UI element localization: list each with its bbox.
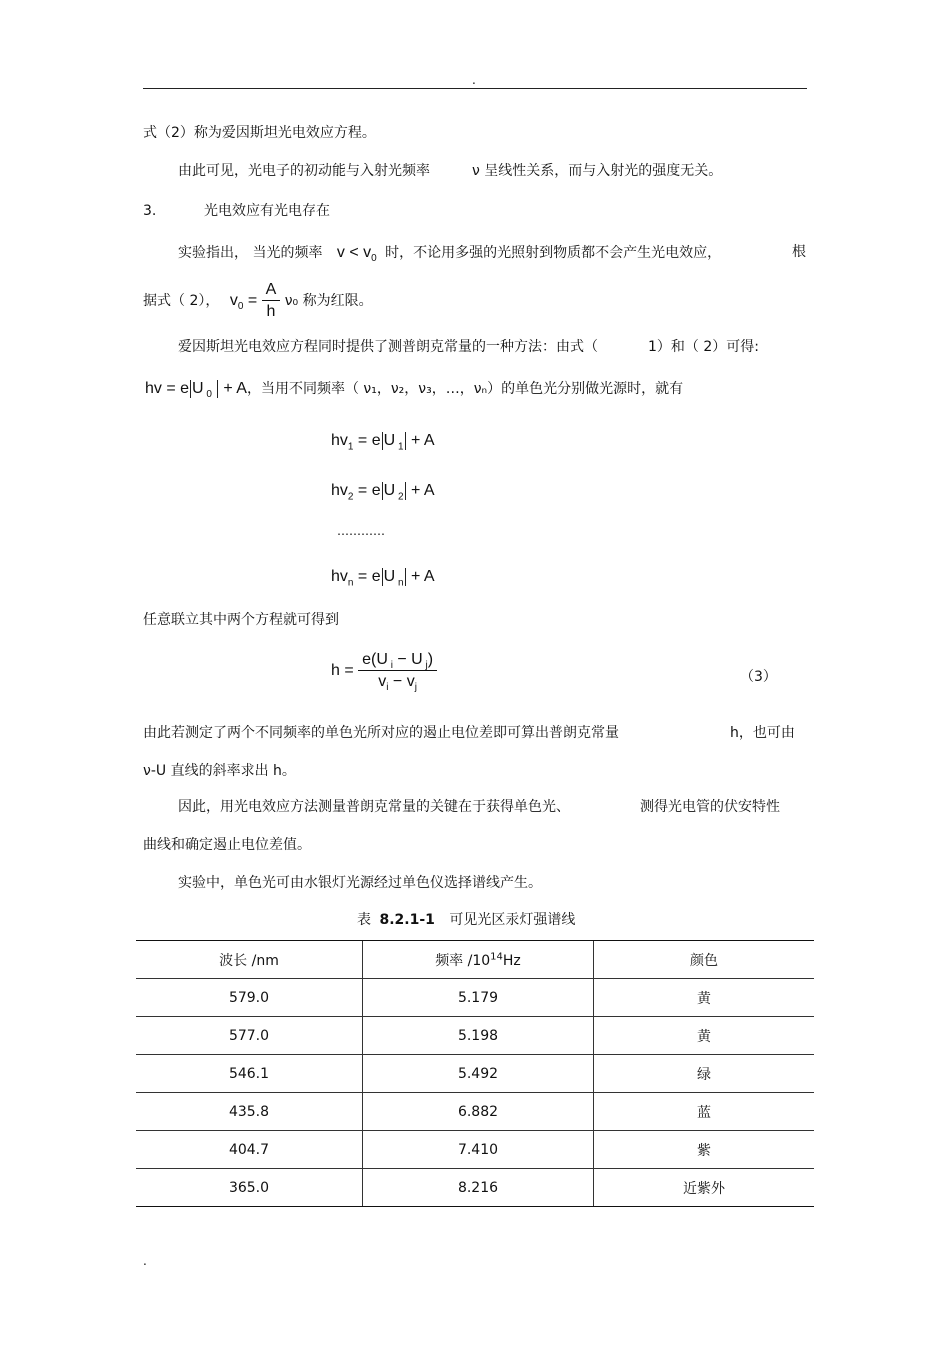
table-row (136, 1017, 814, 1055)
table-header-row (136, 941, 814, 979)
spectral-lines-table (136, 940, 814, 1207)
equation-1: $hv_1 = e$ U $_1$ + A (331, 432, 435, 453)
cell-frequency: 5.179 (363, 979, 594, 1017)
paragraph-threshold-end: 根 (792, 244, 806, 260)
ellipsis-row: ………… (337, 524, 385, 538)
paragraph-combine: 任意联立其中两个方程就可得到 (143, 612, 339, 628)
red-limit-formula: $v_0$ = $\frac{A}{h}$ (230, 292, 280, 309)
cell-wavelength: 579.0 (136, 979, 363, 1017)
cell-wavelength: 365.0 (136, 1169, 363, 1207)
paragraph-slope: ν-U 直线的斜率求出 h。 (143, 763, 296, 779)
header-rule (143, 88, 807, 89)
cell-frequency: 5.198 (363, 1017, 594, 1055)
equation-3-number: （3） (740, 669, 777, 685)
paragraph-source: 实验中，单色光可由水银灯光源经过单色仪选择谱线产生。 (178, 875, 542, 891)
paragraph-linear: 由此可见，光电子的初动能与入射光频率 ν 呈线性关系，而与入射光的强度无关。 (178, 163, 723, 179)
cell-frequency: 8.216 (363, 1169, 594, 1207)
table-row (136, 1093, 814, 1131)
cell-frequency: 6.882 (363, 1093, 594, 1131)
table-row (136, 979, 814, 1017)
table-caption: 表 8.2.1-1 可见光区汞灯强谱线 (357, 912, 576, 928)
paragraph-threshold: 实验指出， 当光的频率 $v < v_0$ 时，不论用多强的光照射到物质都不会产生光电效应， (178, 244, 722, 265)
paragraph-measure-h-end: h，也可由 (730, 725, 795, 741)
cell-color: 黄 (594, 979, 815, 1017)
equation-2: $hv_2 = e$ U $_2$ + A (331, 482, 435, 503)
paragraph-method: 爱因斯坦光电效应方程同时提供了测普朗克常量的一种方法：由式（ 1）和（ 2）可得: (178, 339, 759, 355)
cell-color: 近紫外 (594, 1169, 815, 1207)
header-mark: . (472, 73, 476, 87)
cell-frequency: 7.410 (363, 1131, 594, 1169)
header-frequency: 频率 $/10^{14}Hz$ (363, 941, 594, 979)
table-row (136, 1169, 814, 1207)
table-row (136, 1055, 814, 1093)
section-3-number: 3. (143, 203, 157, 219)
equation-n: $hv_n = e$ U $_n$ + A (331, 568, 435, 589)
einstein-equation: hv = e U $_0$ + A (145, 380, 247, 401)
cell-color: 黄 (594, 1017, 815, 1055)
paragraph-key-end: 测得光电管的伏安特性 (640, 799, 780, 815)
cell-wavelength: 404.7 (136, 1131, 363, 1169)
planck-equation: h = $\frac{e(U _i - U _j)}{v_i - v_j}$ (331, 652, 437, 690)
cell-color: 绿 (594, 1055, 815, 1093)
table-row (136, 1131, 814, 1169)
cell-color: 紫 (594, 1131, 815, 1169)
cell-wavelength: 435.8 (136, 1093, 363, 1131)
section-3-title: 光电效应有光电存在 (204, 203, 330, 219)
footer-mark: . (143, 1254, 147, 1268)
paragraph-red-limit: 据式（ 2）， $v_0$ = $\frac{A}{h}$ ν₀ 称为红限。 (143, 281, 373, 320)
paragraph-eq2-name: 式（2）称为爱因斯坦光电效应方程。 (143, 125, 376, 141)
paragraph-general-eq: hv = e U $_0$ + A，当用不同频率（ ν₁，ν₂，ν₃，…，νₙ）的单色光分别做光源时，就有 (145, 380, 684, 401)
paragraph-key-cont: 曲线和确定遏止电位差值。 (143, 837, 311, 853)
cell-wavelength: 546.1 (136, 1055, 363, 1093)
paragraph-measure-h: 由此若测定了两个不同频率的单色光所对应的遏止电位差即可算出普朗克常量 (143, 725, 619, 741)
header-color: 颜色 (594, 941, 815, 979)
header-wavelength: 波长 /nm (136, 941, 363, 979)
cell-color: 蓝 (594, 1093, 815, 1131)
cell-wavelength: 577.0 (136, 1017, 363, 1055)
cell-frequency: 5.492 (363, 1055, 594, 1093)
threshold-inequality: $v < v_0$ (336, 244, 377, 265)
paragraph-key: 因此，用光电效应方法测量普朗克常量的关键在于获得单色光、 (178, 799, 570, 815)
